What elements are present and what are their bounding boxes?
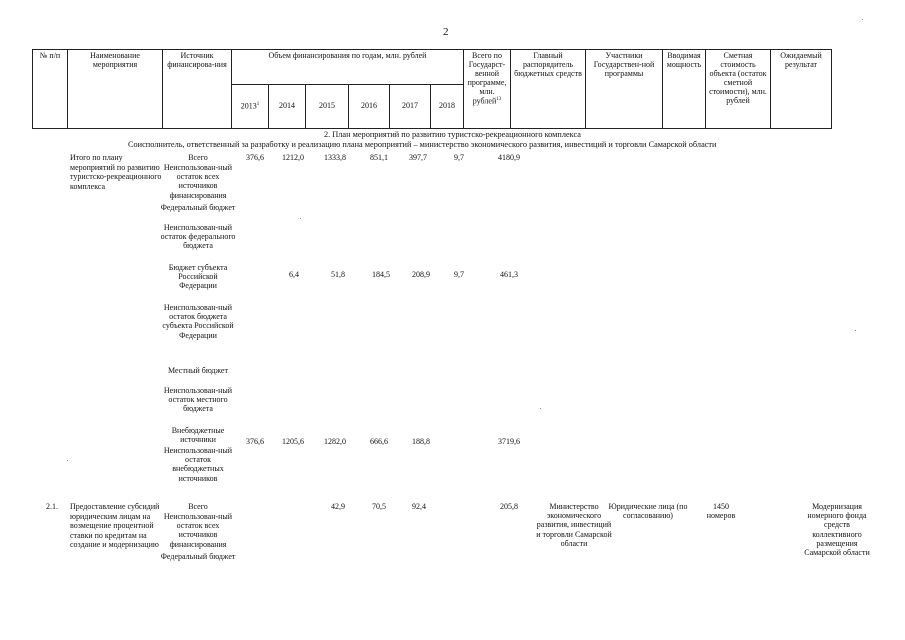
source-remainder-subject: Неиспользован-ный остаток бюджета субъекта Российской Федерации [162, 303, 234, 340]
source-local: Местный бюджет [168, 366, 228, 375]
header-col-source: Источник финансирова-ния [163, 50, 232, 129]
header-col-name: Наименование мероприятия [68, 50, 163, 129]
subject-2018: 9,7 [454, 270, 464, 279]
offbudget-2015: 1282,0 [324, 437, 346, 446]
header-year-2013: 2013$^1$ [232, 85, 269, 129]
subject-2014: 6,4 [289, 270, 299, 279]
item-2-1-name: Предоставление субсидий юридическим лицам на возмещение процентной ставки по кредитам на создание и модернизацию [70, 502, 160, 550]
item-2-1-number: 2.1. [46, 502, 58, 511]
section-title: 2. План мероприятий по развитию туристско-рекреационного комплекса [324, 130, 581, 139]
scan-speck [67, 460, 68, 461]
total-2016: 851,1 [370, 153, 388, 162]
header-col-no: № п/п [33, 50, 68, 129]
total-block-name: Итого по плану мероприятий по развитию туристско-рекреационного комплекса [70, 153, 162, 191]
total-2013: 376,6 [246, 153, 264, 162]
offbudget-2016: 666,6 [370, 437, 388, 446]
offbudget-sum: 3719,6 [498, 437, 520, 446]
subject-2017: 208,9 [412, 270, 430, 279]
source-remainder-offbudget: Неиспользован-ный остаток внебюджетных источников [163, 446, 233, 483]
total-sources-list [160, 153, 236, 486]
header-year-2014: 2014 [269, 85, 306, 129]
item-2-1-manager: Министерство экономического развития, инвестиций и торговли Самарской области [536, 502, 612, 548]
item-2-1-2016: 70,5 [372, 502, 386, 511]
item-source-total: Всего [188, 502, 208, 511]
header-col-manager: Главный распорядитель бюджетных средств [511, 50, 586, 129]
source-total: Всего [188, 153, 208, 162]
page-number: 2 [443, 26, 449, 38]
scan-speck [855, 330, 856, 331]
source-remainder-all: Неиспользован-ный остаток всех источников финансирования [163, 163, 233, 200]
item-2-1-capacity: 1450 номеров [706, 502, 736, 521]
table-header [32, 49, 832, 129]
item-source-remainder-all: Неиспользован-ный остаток всех источников финансирования [163, 512, 233, 549]
item-2-1-2015: 42,9 [331, 502, 345, 511]
header-col-cost: Сметная стоимость объекта (остаток сметной стоимости), млн. рублей [706, 50, 771, 129]
scan-speck [300, 218, 301, 219]
total-2014: 1212,0 [282, 153, 304, 162]
header-col-capacity: Вводимая мощность [663, 50, 706, 129]
header-year-2018: 2018 [431, 85, 464, 129]
item-2-1-participants: Юридические лица (по согласованию) [608, 502, 688, 521]
total-2015: 1333,8 [324, 153, 346, 162]
section-executor: Соисполнитель, ответственный за разработку и реализацию плана мероприятий – министерство экономического развития, инвестиций и торговли Самарской области [128, 140, 717, 149]
offbudget-2014: 1205,6 [282, 437, 304, 446]
subject-2016: 184,5 [372, 270, 390, 279]
offbudget-2013: 376,6 [246, 437, 264, 446]
item-2-1-sum: 205,8 [500, 502, 518, 511]
offbudget-2017: 188,8 [412, 437, 430, 446]
subject-sum: 461,3 [500, 270, 518, 279]
item-2-1-2017: 92,4 [412, 502, 426, 511]
item-source-federal: Федеральный бюджет [160, 552, 236, 561]
header-col-volume: Объем финансирования по годам, млн. рублей [232, 50, 464, 85]
total-2018: 9,7 [454, 153, 464, 162]
scan-speck [862, 19, 863, 20]
header-col-participants: Участники Государствен-ной программы [586, 50, 663, 129]
source-federal: Федеральный бюджет [160, 203, 236, 212]
header-col-total: Всего по Государст-венной программе, млн. рублей$^{13}$ [464, 50, 511, 129]
scan-speck [540, 408, 541, 409]
item-2-1-sources [160, 502, 236, 572]
header-year-2016: 2016 [349, 85, 390, 129]
source-remainder-federal: Неиспользован-ный остаток федерального бюджета [160, 223, 236, 251]
total-sum: 4180,9 [498, 153, 520, 162]
subject-2015: 51,8 [331, 270, 345, 279]
total-2017: 397,7 [409, 153, 427, 162]
source-subject: Бюджет субъекта Российской Федерации [168, 263, 228, 291]
header-col-result: Ожидаемый результат [771, 50, 832, 129]
header-year-2017: 2017 [390, 85, 431, 129]
item-2-1-result: Модернизация номерного фонда средств коллективного размещения Самарской области [804, 502, 870, 557]
source-offbudget: Внебюджетные источники [171, 426, 225, 445]
header-year-2015: 2015 [306, 85, 349, 129]
source-remainder-local: Неиспользован-ный остаток местного бюджета [163, 386, 233, 414]
